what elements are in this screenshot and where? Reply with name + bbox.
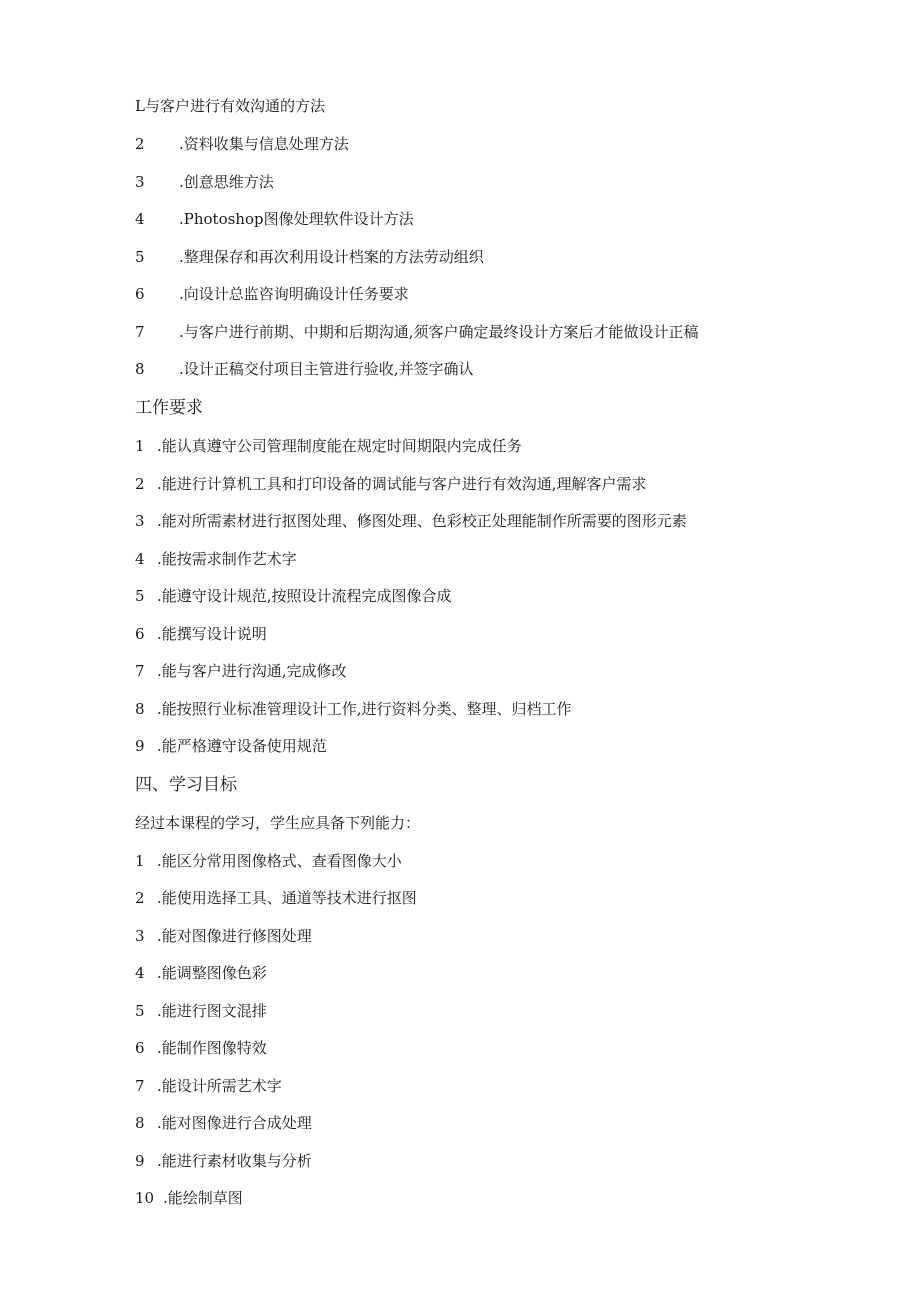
item-text: .设计正稿交付项目主管进行验收,并签字确认 bbox=[179, 360, 474, 378]
section-heading-work-requirements: 工作要求 bbox=[135, 398, 203, 418]
item-number: 5 bbox=[135, 587, 145, 605]
list-item bbox=[135, 1151, 312, 1171]
item-number: 5 bbox=[135, 248, 145, 266]
item-number: 5 bbox=[135, 1002, 145, 1020]
item-number: 2 bbox=[135, 889, 145, 907]
item-number: 2 bbox=[135, 475, 145, 493]
list-item bbox=[135, 661, 347, 681]
item-number: 7 bbox=[135, 323, 145, 341]
item-text: .能调整图像色彩 bbox=[157, 964, 267, 982]
list-item bbox=[135, 699, 572, 719]
item-number: 9 bbox=[135, 1152, 145, 1170]
section-intro: 经过本课程的学习，学生应具备下列能力： bbox=[135, 814, 421, 832]
item-text: .能进行计算机工具和打印设备的调试能与客户进行有效沟通,理解客户需求 bbox=[157, 475, 647, 493]
list-item bbox=[135, 96, 325, 116]
item-text: .与客户进行前期、中期和后期沟通,须客户确定最终设计方案后才能做设计正稿 bbox=[179, 323, 699, 341]
item-text: .资料收集与信息处理方法 bbox=[179, 135, 349, 153]
list-item bbox=[135, 586, 452, 606]
section-heading-learning-objectives: 四、学习目标 bbox=[135, 775, 237, 795]
item-text: .能撰写设计说明 bbox=[157, 625, 267, 643]
item-text: .能对图像进行修图处理 bbox=[157, 927, 312, 945]
list-item bbox=[135, 134, 349, 154]
list-item bbox=[135, 436, 522, 456]
item-number: 8 bbox=[135, 700, 145, 718]
list-item bbox=[135, 1076, 282, 1096]
item-text: .能设计所需艺术字 bbox=[157, 1077, 282, 1095]
item-text: .能使用选择工具、通道等技术进行抠图 bbox=[157, 889, 417, 907]
item-text: .能制作图像特效 bbox=[157, 1039, 267, 1057]
item-number: 7 bbox=[135, 1077, 145, 1095]
list-item bbox=[135, 209, 414, 229]
item-number: 6 bbox=[135, 285, 145, 303]
list-item bbox=[135, 1188, 243, 1208]
list-item bbox=[135, 1038, 267, 1058]
list-item bbox=[135, 624, 267, 644]
item-number: 4 bbox=[135, 550, 145, 568]
item-number: 3 bbox=[135, 512, 145, 530]
list-item bbox=[135, 736, 327, 756]
item-number: 1 bbox=[135, 852, 145, 870]
list-item bbox=[135, 1001, 267, 1021]
item-text: .能按照行业标准管理设计工作,进行资料分类、整理、归档工作 bbox=[157, 700, 572, 718]
list-item bbox=[135, 247, 484, 267]
item-text: .能认真遵守公司管理制度能在规定时间期限内完成任务 bbox=[157, 437, 522, 455]
list-item bbox=[135, 474, 647, 494]
item-text: .能严格遵守设备使用规范 bbox=[157, 737, 327, 755]
item-text: .整理保存和再次利用设计档案的方法劳动组织 bbox=[179, 248, 484, 266]
list-item bbox=[135, 172, 274, 192]
item-text: .Photoshop图像处理软件设计方法 bbox=[179, 210, 414, 228]
list-item bbox=[135, 926, 312, 946]
item-text: .能按需求制作艺术字 bbox=[157, 550, 297, 568]
item-number: 6 bbox=[135, 1039, 145, 1057]
item-text: .能进行图文混排 bbox=[157, 1002, 267, 1020]
list-item bbox=[135, 322, 699, 342]
item-number: 4 bbox=[135, 210, 145, 228]
item-text: .能对图像进行合成处理 bbox=[157, 1114, 312, 1132]
item-number: L bbox=[135, 97, 145, 115]
item-number: 6 bbox=[135, 625, 145, 643]
item-number: 4 bbox=[135, 964, 145, 982]
list-item bbox=[135, 963, 267, 983]
item-text: .能遵守设计规范,按照设计流程完成图像合成 bbox=[157, 587, 452, 605]
item-text: .向设计总监咨询明确设计任务要求 bbox=[179, 285, 409, 303]
item-text: .能进行素材收集与分析 bbox=[157, 1152, 312, 1170]
list-item bbox=[135, 284, 409, 304]
list-item bbox=[135, 359, 474, 379]
item-text: 与客户进行有效沟通的方法 bbox=[144, 97, 325, 115]
item-number: 10 bbox=[135, 1189, 155, 1207]
item-number: 2 bbox=[135, 135, 145, 153]
item-text: .能与客户进行沟通,完成修改 bbox=[157, 662, 347, 680]
item-text: .能绘制草图 bbox=[163, 1189, 243, 1207]
item-number: 1 bbox=[135, 437, 145, 455]
item-number: 9 bbox=[135, 737, 145, 755]
item-number: 8 bbox=[135, 1114, 145, 1132]
list-item bbox=[135, 511, 687, 531]
item-number: 8 bbox=[135, 360, 145, 378]
item-number: 7 bbox=[135, 662, 145, 680]
item-number: 3 bbox=[135, 927, 145, 945]
list-item bbox=[135, 1113, 312, 1133]
list-item bbox=[135, 888, 417, 908]
item-text: .能区分常用图像格式、查看图像大小 bbox=[157, 852, 402, 870]
item-text: .创意思维方法 bbox=[179, 173, 274, 191]
list-item bbox=[135, 549, 297, 569]
item-number: 3 bbox=[135, 173, 145, 191]
list-item bbox=[135, 851, 402, 871]
item-text: .能对所需素材进行抠图处理、修图处理、色彩校正处理能制作所需要的图形元素 bbox=[157, 512, 687, 530]
